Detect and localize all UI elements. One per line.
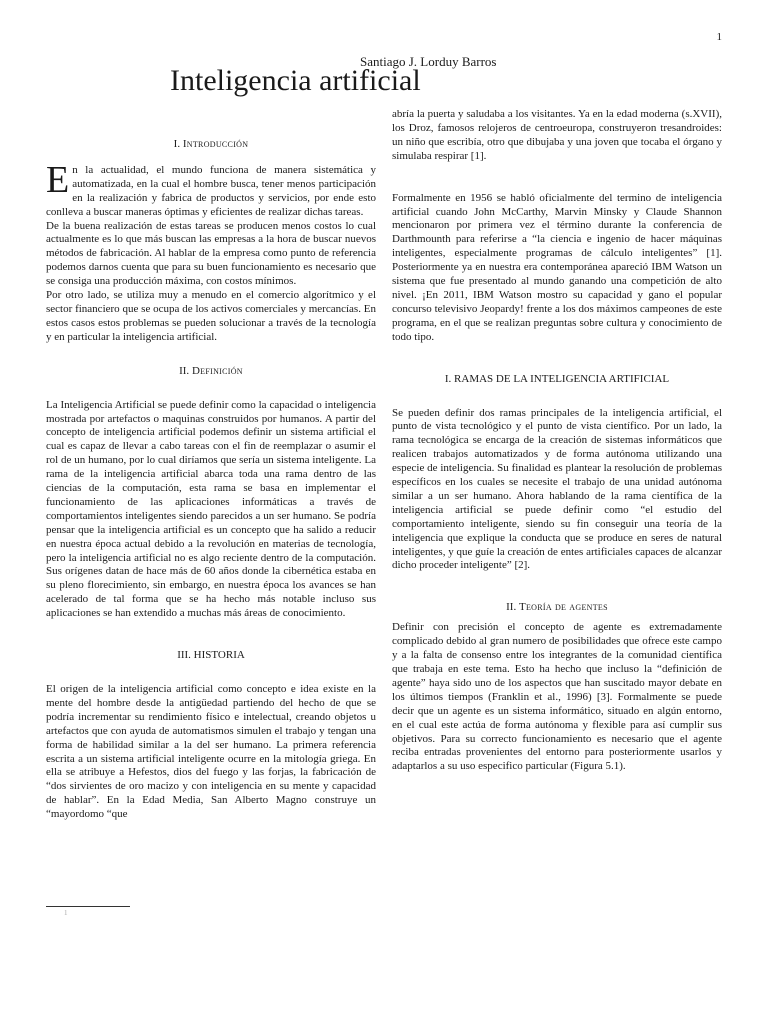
section-number: II. [506, 601, 517, 614]
paragraph: Definir con precisión el concepto de agente es extremadamente complicado debido al gran numero de posibilidades que ofrece este campo y a la falta de consenso entre los integrantes de la comunidad científica que trabaja en este tema. Esto ha hecho que incluso la “definición de agente” haya sido uno de los aspectos que han suscitado mayor debate en los últimos tiempos (Franklin et al., 1996) [3]. Formalmente se puede decir que un agente es un sistema informático, situado en algún entorno, en el cual este actúa de forma autónoma y flexible para así cumplir sus objetivos. Para su correcto funcionamiento es necesario que el agente reciba entradas provenientes del entorno para posteriormente usarlos y adaptarlos a su uso especifico particular (Figura 5.1). [392, 621, 722, 773]
section-heading-definicion [46, 365, 376, 379]
paragraph: Formalmente en 1956 se habló oficialmente del termino de inteligencia artificial cuando John McCarthy, Marvin Minsky y Claude Shannon mencionaron por primera vez el término durante la conferencia de Darthmounth para referirse a “la ciencia e ingenio de hacer máquinas inteligentes, especialmente programas de cálculo inteligentes” [1]. Posteriormente ya en nuestra era contemporánea apareció IBM Watson un sistema que fue presentado al mundo ganando una competición de alto nivel. ¡En 2011, IBM Watson mostro su capacidad y gano el popular concurso televisivo Jeopardy! frente a los dos máximos campeones de este programa, en el que se realizan preguntas sobre cultura y conocimiento de todo tipo. [392, 191, 722, 343]
section-heading-agentes [392, 601, 722, 615]
paragraph: La Inteligencia Artificial se puede definir como la capacidad o inteligencia mostrada por artefactos o maquinas construidos por humanos. A partir del concepto de inteligencia artificial podemos definir un sistema artificial el cual es capaz de llevar a cabo tareas con el fin de reemplazar o asumir el rol de un humano, por lo cual diríamos que sería un sistema inteligente. La rama de la inteligencia artificial abarca toda una rama dentro de las ciencias de la computación, esta rama se basa en implementar el funcionamiento de las aplicaciones informáticas a través de comportamientos inteligentes siendo parecidos a un ser humano. Se podría pensar que la inteligencia artificial es un concepto que ha salido a reducir en nuestra época actual debido a la revolución en materias de tecnología, pero la inteligencia artificial no es algo reciente dentro de la computación. Sus orígenes datan de hace más de 60 años donde la cibernética estaba en su pleno florecimiento, sin embargo, en nuestra época los avances se han acelerado de tal forma que se ha hecho más notable incluso sus aplicaciones se han extendido a muchas más áreas de conocimiento. [46, 398, 376, 620]
paragraph: De la buena realización de estas tareas se producen menos costos lo cual actualmente es lo que más buscan las empresas a la hora de buscar nuevos métodos de fabricación. Al hablar de la empresa como punto de referencia podemos darnos cuenta que para su buen funcionamiento es necesario que se consiga una producción máxima, con costos mínimos. [46, 219, 376, 288]
paragraph: El origen de la inteligencia artificial como concepto e idea existe en la mente del hombre desde la antigüedad partiendo del hecho de que se podría incrementar su rendimiento físico e intelectual, creando objetos u artefactos que con ayuda de automatismos simulen el trabajo y tengan una forma de habilidad similar a la del ser humano. La primera referencia escrita a un sistema artificial inteligente ocurre en la mitología griega. En ella se atribuye a Hefestos, dios del fuego y las forjas, la fabricación de “dos sirvientes de oro macizo y con inteligencia en su mente y capacidad de hablar”. En la Edad Media, San Alberto Magno construye un “mayordomo “que [46, 683, 376, 821]
footnote-mark: 1 [64, 909, 68, 917]
right-column [392, 108, 722, 774]
section-heading-introduccion [46, 138, 376, 152]
section-title: Introducción [182, 138, 249, 150]
paragraph-text: n la actualidad, el mundo funciona de manera sistemática y automatizada, en la cual el hombre busca, tener menos participación en la realización y fabrica de productos y servicios, por ende esto conlleva a buscar maneras óptimas y eficientes de realizar dichas tareas. [46, 163, 376, 218]
page-number: 1 [716, 31, 722, 43]
footnote-rule [46, 906, 130, 907]
section-number: II. [179, 364, 190, 377]
section-title: Definición [191, 364, 243, 377]
section-number: I. [173, 138, 181, 150]
section-heading-ramas: I. RAMAS DE LA INTELIGENCIA ARTIFICIAL [444, 372, 670, 385]
author: Santiago J. Lorduy Barros [360, 54, 497, 69]
drop-cap: E [46, 158, 70, 201]
paragraph [46, 158, 376, 220]
page-title: Inteligencia artificial [170, 64, 421, 97]
left-column [46, 108, 376, 822]
section-heading-historia: III. HISTORIA [177, 649, 245, 662]
paragraph: abría la puerta y saludaba a los visitantes. Ya en la edad moderna (s.XVII), los Droz, famosos relojeros de centroeuropa, construyeron tresandroides: un niño que escribía, otro que dibujaba y una joven que tocaba el órgano y simulaba respirar [1]. [392, 108, 722, 162]
paragraph: Se pueden definir dos ramas principales de la inteligencia artificial, el punto de vista tecnológico y el punto de vista científico. Por un lado, la rama tecnológica se encarga de la creación de sistemas informáticos que realicen trabajos automatizados y de forma autónoma utilizando una especie de inteligencia. Su finalidad es plantear la resolución de problemas específicos en los cuales se necesite el trabajo de una unidad autónoma similar a un ser humano. Ahora hablando de la rama científica de la inteligencia artificial se puede definir como “el estudio del comportamiento inteligente, siendo su fin conseguir una teoría de la inteligencia que explique la conducta que se produce en seres de natural inteligentes, y que guíe la creación de entes artificiales capaces de alcanzar dicho proceder inteligente” [2]. [392, 406, 722, 572]
paragraph: Por otro lado, se utiliza muy a menudo en el comercio algorítmico y el sector financiero que se ocupa de los activos comerciales y mercancías. En estos casos estos problemas se pueden solucionar a través de la tecnología y en particular la inteligencia artificial. [46, 289, 376, 343]
section-title: Teoría de agentes [518, 601, 608, 614]
